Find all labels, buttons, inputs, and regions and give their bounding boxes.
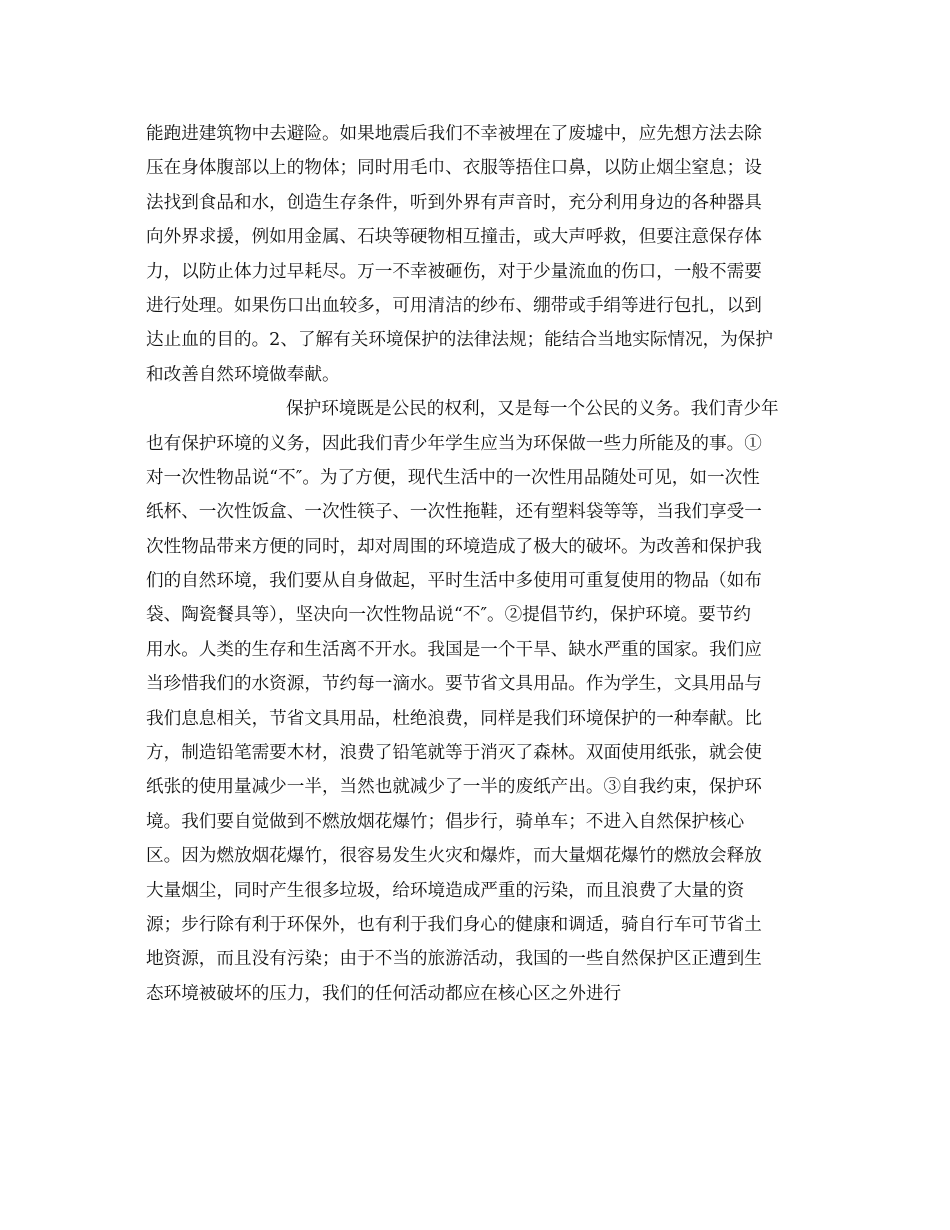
text-line: 压在身体腹部以上的物体；同时用毛巾、衣服等捂住口鼻，以防止烟尘窒息；设 [146,158,762,179]
text-line: 达止血的目的。2、了解有关环境保护的法律法规；能结合当地实际情况，为保护 [146,330,773,351]
text-line: 和改善自然环境做奉献。 [146,364,340,385]
text-line: 地资源，而且没有污染；由于不当的旅游活动，我国的一些自然保护区正遭到生 [146,949,762,970]
paragraph-earthquake-safety [146,117,816,392]
text-line: 次性物品带来方便的同时，却对周围的环境造成了极大的破坏。为改善和保护我 [146,536,762,557]
text-line-indented: 保护环境既是公民的权利，又是每一个公民的义务。我们青少年 [286,399,779,420]
text-line: 能跑进建筑物中去避险。如果地震后我们不幸被埋在了废墟中，应先想方法去除 [146,124,762,144]
text-line: 方，制造铅笔需要木材，浪费了铅笔就等于消灭了森林。双面使用纸张，就会使 [146,743,762,764]
text-line: 力，以防止体力过早耗尽。万一不幸被砸伤，对于少量流血的伤口，一般不需要 [146,261,762,282]
text-line: 区。因为燃放烟花爆竹，很容易发生火灾和爆炸，而大量烟花爆竹的燃放会释放 [146,846,762,867]
text-line: 们的自然环境，我们要从自身做起，平时生活中多使用可重复使用的物品（如布 [146,571,762,592]
text-line: 源；步行除有利于环保外，也有利于我们身心的健康和调适，骑自行车可节省土 [146,914,762,935]
text-line: 态环境被破坏的压力，我们的任何活动都应在核心区之外进行 [146,983,622,1004]
text-line: 用水。人类的生存和生活离不开水。我国是一个干旱、缺水严重的国家。我们应 [146,639,762,660]
text-line: 我们息息相关，节省文具用品，杜绝浪费，同样是我们环境保护的一种奉献。比 [146,708,762,729]
text-line: 也有保护环境的义务，因此我们青少年学生应当为环保做一些力所能及的事。① [146,433,762,454]
text-line: 纸杯、一次性饭盒、一次性筷子、一次性拖鞋，还有塑料袋等等，当我们享受一 [146,502,762,523]
text-line: 进行处理。如果伤口出血较多，可用清洁的纱布、绷带或手绢等进行包扎，以到 [146,295,762,316]
paragraph-environment-protection [146,392,816,1011]
text-line: 大量烟尘，同时产生很多垃圾，给环境造成严重的污染，而且浪费了大量的资 [146,880,745,901]
document-body [146,117,816,1011]
text-line: 境。我们要自觉做到不燃放烟花爆竹；倡步行，骑单车；不进入自然保护核心 [146,811,745,832]
text-line: 纸张的使用量减少一半，当然也就减少了一半的废纸产出。③自我约束，保护环 [146,777,762,798]
text-line: 法找到食品和水，创造生存条件，听到外界有声音时，充分利用身边的各种器具 [146,192,762,213]
text-line: 向外界求援，例如用金属、石块等硬物相互撞击，或大声呼救，但要注意保存体 [146,227,762,248]
text-line: 袋、陶瓷餐具等），坚决向一次性物品说“不″。②提倡节约，保护环境。要节约 [146,605,751,626]
text-line: 对一次性物品说“不″。为了方便，现代生活中的一次性用品随处可见，如一次性 [146,467,760,488]
text-line: 当珍惜我们的水资源，节约每一滴水。要节省文具用品。作为学生，文具用品与 [146,674,762,695]
